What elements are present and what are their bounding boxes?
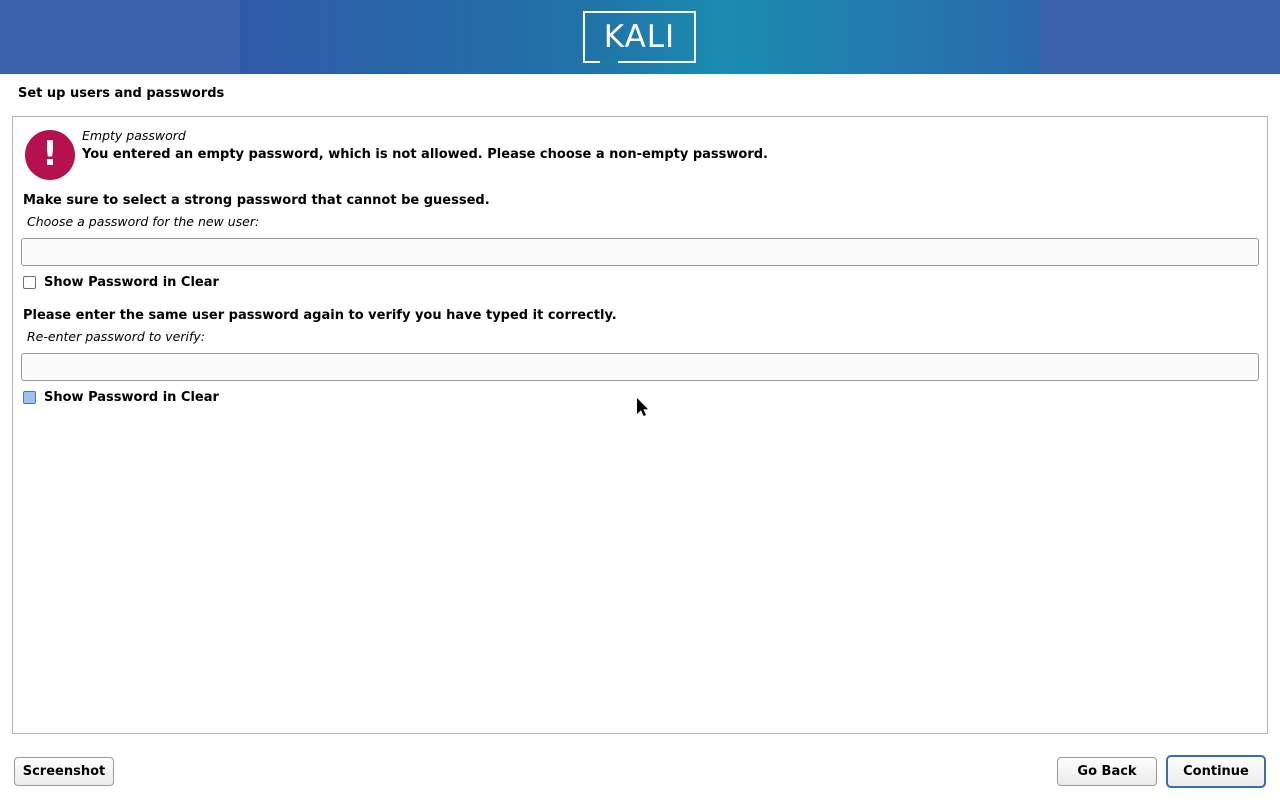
- error-title: Empty password: [82, 128, 186, 143]
- show-password-1-checkbox[interactable]: [23, 276, 36, 289]
- show-password-1-row[interactable]: [23, 275, 219, 290]
- strong-password-note: Make sure to select a strong password that cannot be guessed.: [23, 193, 490, 208]
- kali-logo-notch: [600, 61, 618, 65]
- error-icon: [25, 130, 75, 180]
- verify-note: Please enter the same user password again to verify you have typed it correctly.: [23, 308, 617, 323]
- screenshot-button[interactable]: Screenshot: [14, 757, 114, 786]
- verify-password-input[interactable]: [21, 353, 1259, 381]
- kali-logo-text: KALI: [603, 18, 676, 55]
- exclamation-glyph: !: [42, 134, 58, 174]
- show-password-1-label[interactable]: Show Password in Clear: [44, 275, 219, 290]
- continue-button[interactable]: Continue: [1166, 755, 1266, 788]
- verify-password-label: Re-enter password to verify:: [27, 329, 205, 344]
- password-input[interactable]: [21, 238, 1259, 266]
- password-label: Choose a password for the new user:: [27, 214, 260, 229]
- show-password-2-label[interactable]: Show Password in Clear: [44, 390, 219, 405]
- go-back-button[interactable]: Go Back: [1057, 757, 1157, 786]
- kali-logo: [583, 11, 696, 63]
- show-password-2-checkbox[interactable]: [23, 391, 36, 404]
- error-message: You entered an empty password, which is not allowed. Please choose a non-empty password.: [82, 147, 768, 162]
- show-password-2-row[interactable]: [23, 390, 219, 405]
- installer-panel: [12, 116, 1268, 734]
- page-title: Set up users and passwords: [18, 86, 225, 101]
- kali-banner: [0, 0, 1280, 74]
